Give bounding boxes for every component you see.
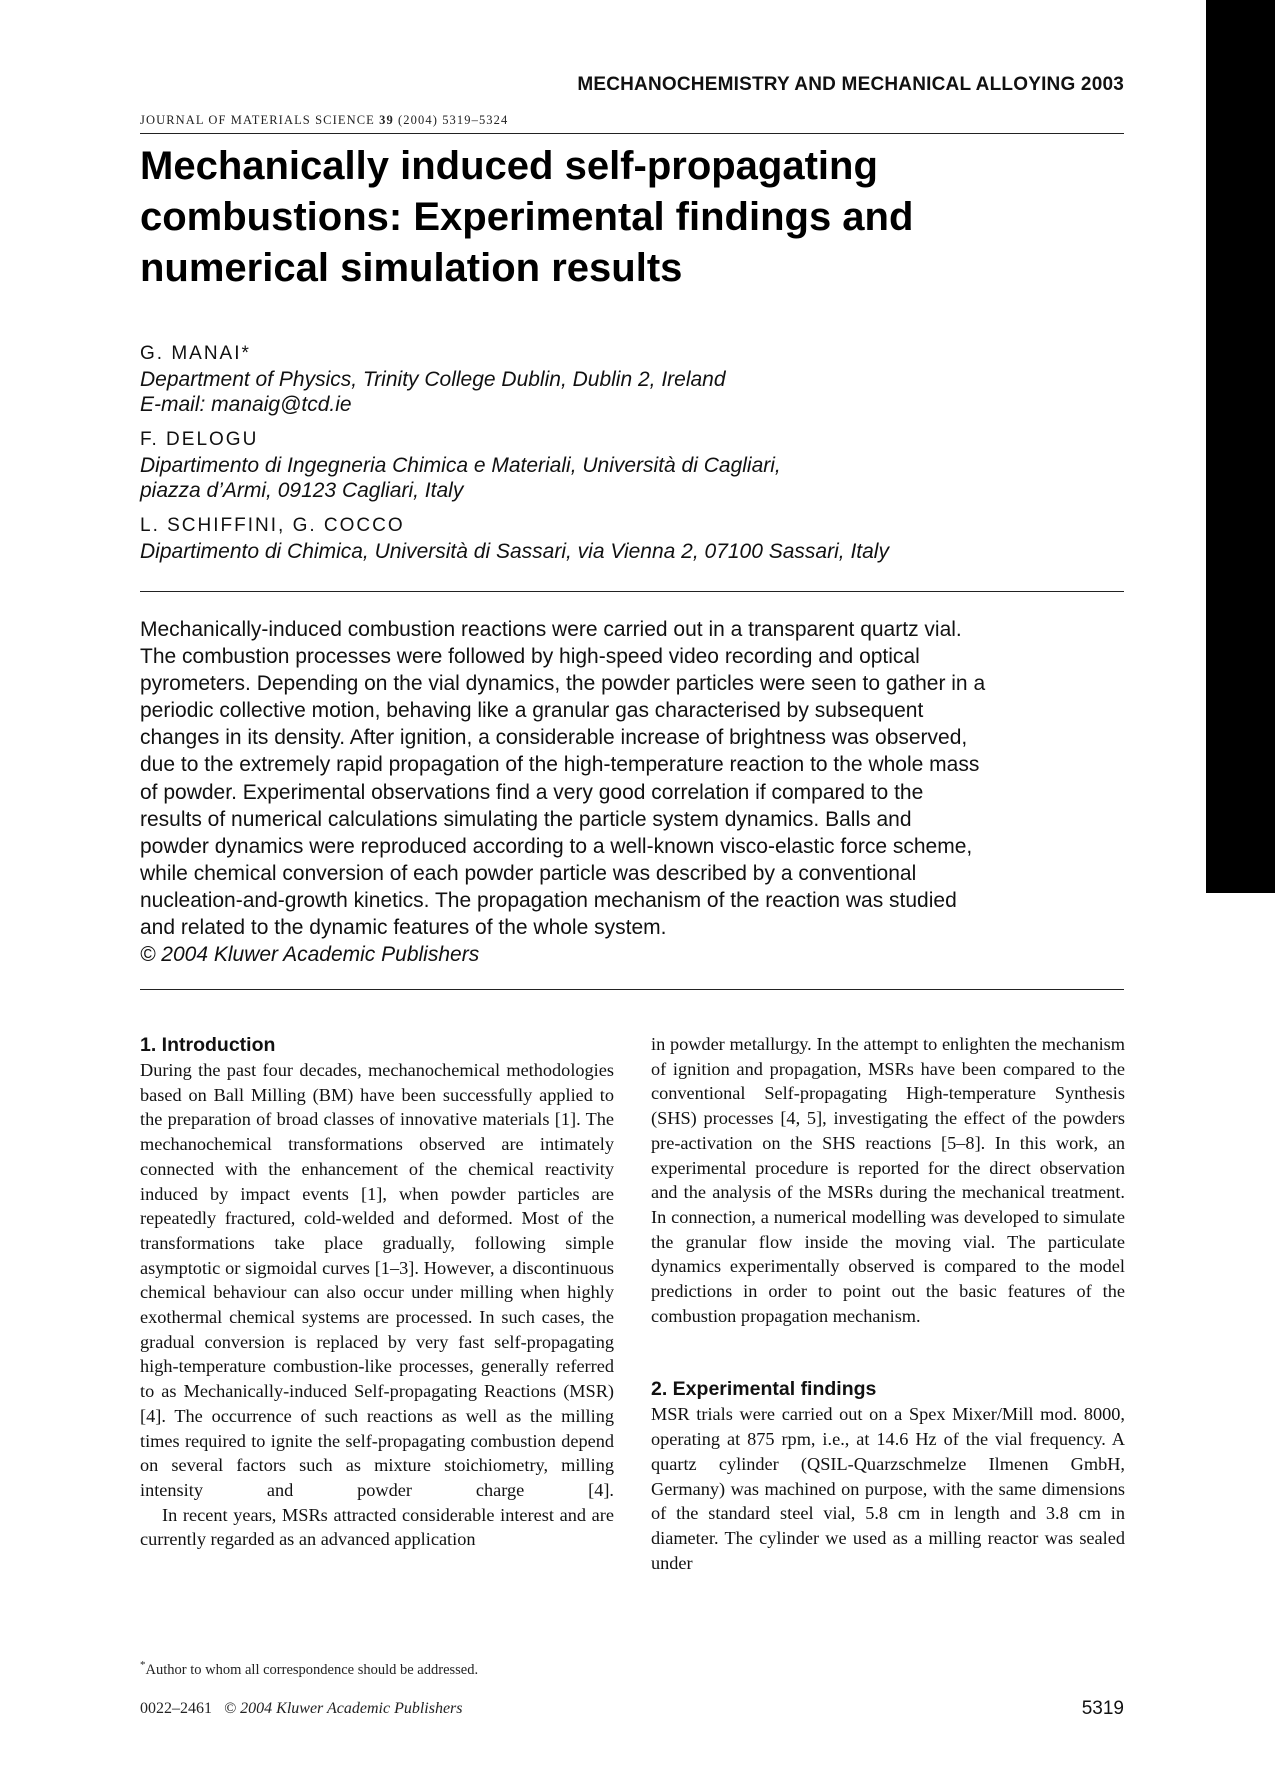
- affiliation-line: Dipartimento di Ingegneria Chimica e Materiali, Università di Cagliari,: [140, 454, 781, 477]
- experimental-paragraph: MSR trials were carried out on a Spex Mixer/Mill mod. 8000, operating at 875 rpm, i.e., at 14.6 Hz of the vial frequency. A quartz cylinder (QSIL-Quarzschmelze Ilmenen GmbH, Germany) was machined on purpose, with the same dimensions of the standard steel vial, 5.8 cm in length and 3.8 cm in diameter. The cylinder we used as a milling reactor was sealed under: [651, 1404, 1125, 1573]
- author-group: [140, 341, 1124, 417]
- paper-title: [140, 141, 1100, 294]
- author-affiliation: [140, 367, 1124, 417]
- title-line: numerical simulation results: [140, 246, 683, 290]
- author-name: L. SCHIFFINI, G. COCCO: [140, 515, 405, 536]
- intro-paragraph-continued: in powder metallurgy. In the attempt to enlighten the mechanism of ignition and propagation, MSRs have been compared to the conventional Self-propagating High-temperature Synthesis (SHS) processes [4, 5], investigating the effect of the powders pre-activation on the SHS reactions [5–8]. In this work, an experimental procedure is reported for the direct observation and the analysis of the MSRs during the mechanical treatment. In connection, a numerical modelling was developed to simulate the granular flow inside the moving vial. The particulate dynamics experimentally observed is compared to the model predictions in order to point out the basic features of the combustion propagation mechanism.: [651, 1034, 1125, 1326]
- journal-year-pages: (2004) 5319–5324: [398, 113, 509, 127]
- section-heading-introduction: 1. Introduction: [140, 1034, 276, 1056]
- affiliation-line: piazza d’Armi, 09123 Cagliari, Italy: [140, 479, 464, 502]
- page-number: 5319: [1081, 1698, 1124, 1719]
- intro-paragraph: In recent years, MSRs attracted considerable interest and are currently regarded as an advanced application: [140, 1504, 614, 1550]
- abstract-top-rule: [140, 591, 1124, 592]
- header-rule: [140, 133, 1124, 134]
- abstract-line: The combustion processes were followed by high-speed video recording and optical: [140, 645, 920, 669]
- author-email: E-mail: manaig@tcd.ie: [140, 393, 352, 416]
- author-affiliation: [140, 539, 1124, 564]
- footnote-text: Author to whom all correspondence should be addressed.: [145, 1661, 479, 1678]
- left-column: [140, 1032, 614, 1552]
- abstract-line: changes in its density. After ignition, a considerable increase of brightness was observed,: [140, 726, 968, 750]
- title-line: combustions: Experimental findings and: [140, 195, 914, 239]
- abstract-line: powder dynamics were reproduced according to a well-known visco-elastic force scheme,: [140, 834, 973, 858]
- abstract-bottom-rule: [140, 989, 1124, 990]
- affiliation-line: Dipartimento di Chimica, Università di Sassari, via Vienna 2, 07100 Sassari, Italy: [140, 540, 889, 563]
- journal-volume: 39: [379, 113, 394, 127]
- abstract-line: nucleation-and-growth kinetics. The propagation mechanism of the reaction was studied: [140, 888, 957, 912]
- footnote: [140, 1659, 478, 1679]
- thumb-index-tab: [1206, 0, 1275, 893]
- affiliation-line: Department of Physics, Trinity College Dublin, Dublin 2, Ireland: [140, 368, 726, 391]
- footer-copyright: © 2004 Kluwer Academic Publishers: [224, 1700, 463, 1717]
- abstract-line: results of numerical calculations simulating the particle system dynamics. Balls and: [140, 807, 912, 831]
- abstract-line: Mechanically-induced combustion reactions were carried out in a transparent quartz vial.: [140, 618, 962, 641]
- series-header: MECHANOCHEMISTRY AND MECHANICAL ALLOYING 2003: [577, 74, 1124, 95]
- issn: 0022–2461: [140, 1700, 212, 1717]
- intro-paragraph: During the past four decades, mechanochemical methodologies based on Ball Milling (BM) have been successfully applied to the preparation of broad classes of innovative materials [1]. The mechanochemical transformations observed are intimately connected with the enhancement of the chemical reactivity induced by impact events [1], when powder particles are repeatedly fractured, cold-welded and deformed. Most of the transformations take place gradually, following simple asymptotic or sigmoidal curves [1–3]. However, a discontinuous chemical behaviour can also occur under milling when highly exothermal chemical systems are processed. In such cases, the gradual conversion is replaced by very fast self-propagating high-temperature combustion-like processes, generally referred to as Mechanically-induced Self-propagating Reactions (MSR) [4]. The occurrence of such reactions as well as the milling times required to ignite the self-propagating combustion depend on several factors such as mixture stoichiometry, milling intensity and powder charge [4].: [140, 1060, 614, 1500]
- journal-citation: [140, 113, 508, 128]
- title-line: Mechanically induced self-propagating: [140, 144, 878, 188]
- abstract-line: of powder. Experimental observations find a very good correlation if compared to the: [140, 780, 924, 804]
- author-affiliation: [140, 453, 1124, 503]
- author-name: F. DELOGU: [140, 429, 259, 450]
- abstract-line: pyrometers. Depending on the vial dynamics, the powder particles were seen to gather in a: [140, 672, 986, 696]
- abstract-copyright: © 2004 Kluwer Academic Publishers: [140, 943, 480, 967]
- abstract-line: periodic collective motion, behaving like a granular gas characterised by subsequent: [140, 699, 924, 723]
- journal-name: JOURNAL OF MATERIALS SCIENCE: [140, 113, 375, 127]
- author-group: [140, 513, 1124, 564]
- footnote-mark: *: [140, 1659, 146, 1671]
- abstract-line: due to the extremely rapid propagation of the high-temperature reaction to the whole mass: [140, 753, 980, 777]
- abstract: [140, 616, 1124, 968]
- author-group: [140, 427, 1124, 503]
- section-heading-experimental: 2. Experimental findings: [651, 1378, 877, 1401]
- right-column: [651, 1032, 1125, 1575]
- author-list: [140, 341, 1124, 574]
- author-name: G. MANAI*: [140, 343, 251, 364]
- abstract-line: and related to the dynamic features of the whole system.: [140, 916, 667, 940]
- footer-issn-line: [140, 1700, 463, 1718]
- abstract-line: while chemical conversion of each powder particle was described by a conventional: [140, 861, 917, 885]
